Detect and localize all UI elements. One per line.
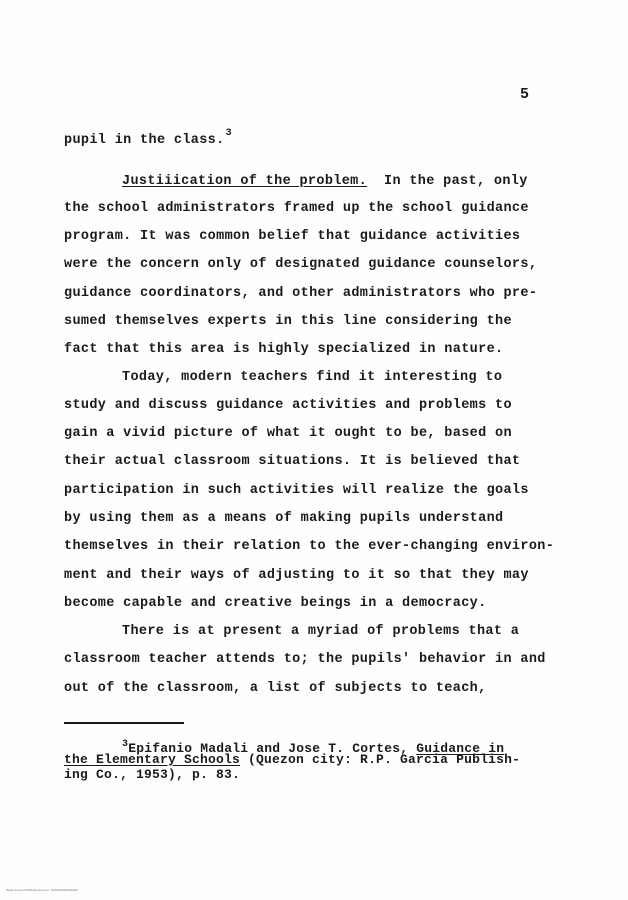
body-line: their actual classroom situations. It is believed that (64, 454, 521, 469)
body-line: were the concern only of designated guidance counselors, (64, 257, 538, 272)
body-line (64, 128, 232, 148)
body-line: the school administrators framed up the school guidance (64, 201, 529, 216)
heading-line-rest: In the past, only (367, 174, 528, 189)
body-line: participation in such activities will realize the goals (64, 483, 529, 498)
footnote-line: ing Co., 1953), p. 83. (64, 767, 241, 782)
body-line: fact that this area is highly specialized in nature. (64, 342, 504, 357)
body-line: out of the classroom, a list of subjects to teach, (64, 681, 487, 696)
page-number: 5 (520, 86, 530, 103)
body-line: study and discuss guidance activities and problems to (64, 398, 512, 413)
footnote-divider (64, 722, 184, 724)
body-line: become capable and creative beings in a democracy. (64, 596, 487, 611)
body-line: program. It was common belief that guidance activities (64, 229, 521, 244)
section-heading: Justiiication of the problem. (122, 174, 368, 189)
footnote-title-part2: the Elementary Schools (64, 752, 241, 767)
body-line: There is at present a myriad of problems that a (122, 624, 520, 639)
footnote-title-part1: Guidance in (416, 741, 505, 756)
footnote-authors: Epifanio Madali and Jose T. Cortes, (128, 741, 417, 756)
body-line: classroom teacher attends to; the pupils' behavior in and (64, 652, 546, 667)
body-line: gain a vivid picture of what it ought to be, based on (64, 426, 512, 441)
footnote-reference: 3 (225, 128, 232, 139)
body-line: ment and their ways of adjusting to it so that they may (64, 568, 529, 583)
body-line: Today, modern teachers find it interesting to (122, 370, 503, 385)
section-heading-line (122, 174, 528, 189)
body-line: by using them as a means of making pupils understand (64, 511, 504, 526)
body-line: sumed themselves experts in this line considering the (64, 314, 512, 329)
footnote-marker: 3 (122, 739, 129, 750)
first-line-text: pupil in the class. (64, 133, 225, 148)
footnote-publisher: (Quezon city: R.P. Garcia Publish- (240, 752, 521, 767)
scan-stamp: MadaliJose1953EdGuidance NLPH00000000000 (6, 889, 79, 892)
footnote-line (64, 752, 520, 767)
body-line: guidance coordinators, and other administrators who pre- (64, 286, 538, 301)
body-line: themselves in their relation to the ever-changing environ- (64, 539, 555, 554)
